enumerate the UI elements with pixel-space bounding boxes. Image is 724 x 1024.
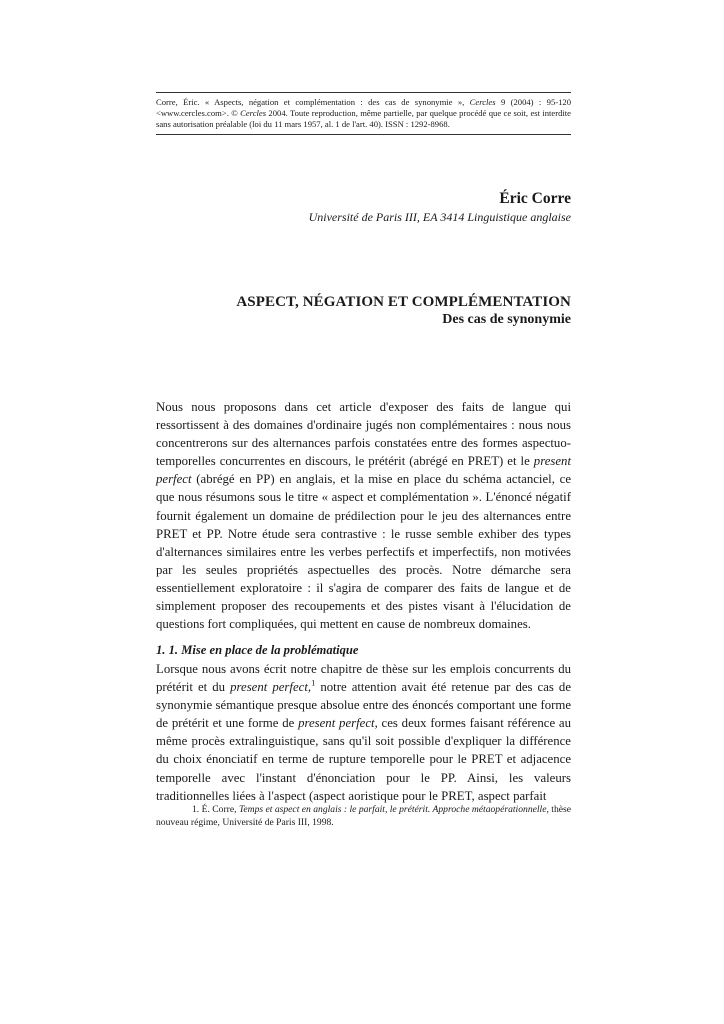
author-affiliation: Université de Paris III, EA 3414 Linguistique anglaise [308, 210, 571, 224]
intro-text-2: (abrégé en PP) en anglais, et la mise en place du schéma actanciel, ce que nous résumons sous le titre « aspect et complémentation ». L'énoncé négatif fournit également un domaine de prédilection pour le jeu des alternances entre PRET et PP. Notre étude sera contrastive : le russe semble exhiber des types d'alternances similaires entre les verbes perfectifs et imperfectifs, non motivées par les seules propriétés aspectuelles des procès. Notre démarche sera essentiellement exploratoire : il s'agira de comparer des faits de langue et de simplement proposer des recoupements et des pistes visant à l'élucidation de questions fort compliquées, qui mettent en cause de nombreux domaines. [156, 472, 571, 632]
footnote-text [156, 803, 571, 829]
citation-journal-2: Cercles [240, 108, 267, 118]
footnote-tail: , thèse nouveau régime, Université de Paris III, 1998. [156, 804, 571, 828]
footnote [156, 803, 571, 829]
citation-text-3: 2004. Toute reproduction, même partielle, par quelque procédé que ce soit, est interdite sans autorisation préalable (loi du 11 mars 1957, al. 1 de l'art. 40). ISSN : 1292-8968. [156, 108, 571, 129]
section-text-2: notre attention avait été retenue par des cas de synonymie sémantique presque absolue entre des énoncés comportant une forme de prétérit et une forme de [156, 680, 572, 731]
section-italic-term-2: present perfect [298, 716, 375, 731]
citation-text: Corre, Éric. « Aspects, négation et complémentation : des cas de synonymie », [156, 97, 470, 107]
section-text-3: , ces deux formes faisant référence au même procès extralinguistique, sans qu'il soit possible d'expliquer la différence du choix énonciatif en terme de rupture temporelle pour le PRET et adjacence temporelle avec l'instant d'énonciation pour le PP. Ainsi, les valeurs traditionnelles liées à l'aspect (aspect aoristique pour le PRET, aspect parfait [156, 716, 571, 803]
footnote-lead: 1. É. Corre, [192, 804, 239, 815]
citation-journal: Cercles [469, 97, 496, 107]
section-italic-term: present perfect, [230, 680, 312, 695]
article-subtitle: Des cas de synonymie [442, 312, 571, 327]
citation-text-2: 9 (2004) : 95-120 <www.cercles.com>. © [156, 97, 571, 118]
intro-italic-term: present perfect [156, 454, 571, 487]
intro-paragraph [156, 398, 571, 633]
citation-header [156, 92, 571, 135]
section-text: Lorsque nous avons écrit notre chapitre de thèse sur les emplois concurrents du prétérit et du [156, 662, 571, 695]
article-title: ASPECT, NÉGATION ET COMPLÉMENTATION [236, 294, 571, 310]
author-name: Éric Corre [499, 190, 571, 207]
footnote-ref[interactable]: 1 [311, 677, 316, 688]
footnote-italic-title: Temps et aspect en anglais : le parfait, le prétérit. Approche métaopérationnelle [238, 804, 547, 815]
intro-text: Nous nous proposons dans cet article d'exposer des faits de langue qui ressortissent à des domaines d'ordinaire jugés non complémentaires : nous nous concentrerons sur des alternances parfois constatées entre des formes aspectuo-temporelles concurrentes en discours, le prétérit (abrégé en PRET) et le [156, 400, 571, 469]
section-heading: 1. 1. Mise en place de la problématique [156, 643, 359, 657]
title-block [236, 293, 571, 329]
author-block [309, 189, 571, 225]
section-paragraph [156, 660, 571, 805]
